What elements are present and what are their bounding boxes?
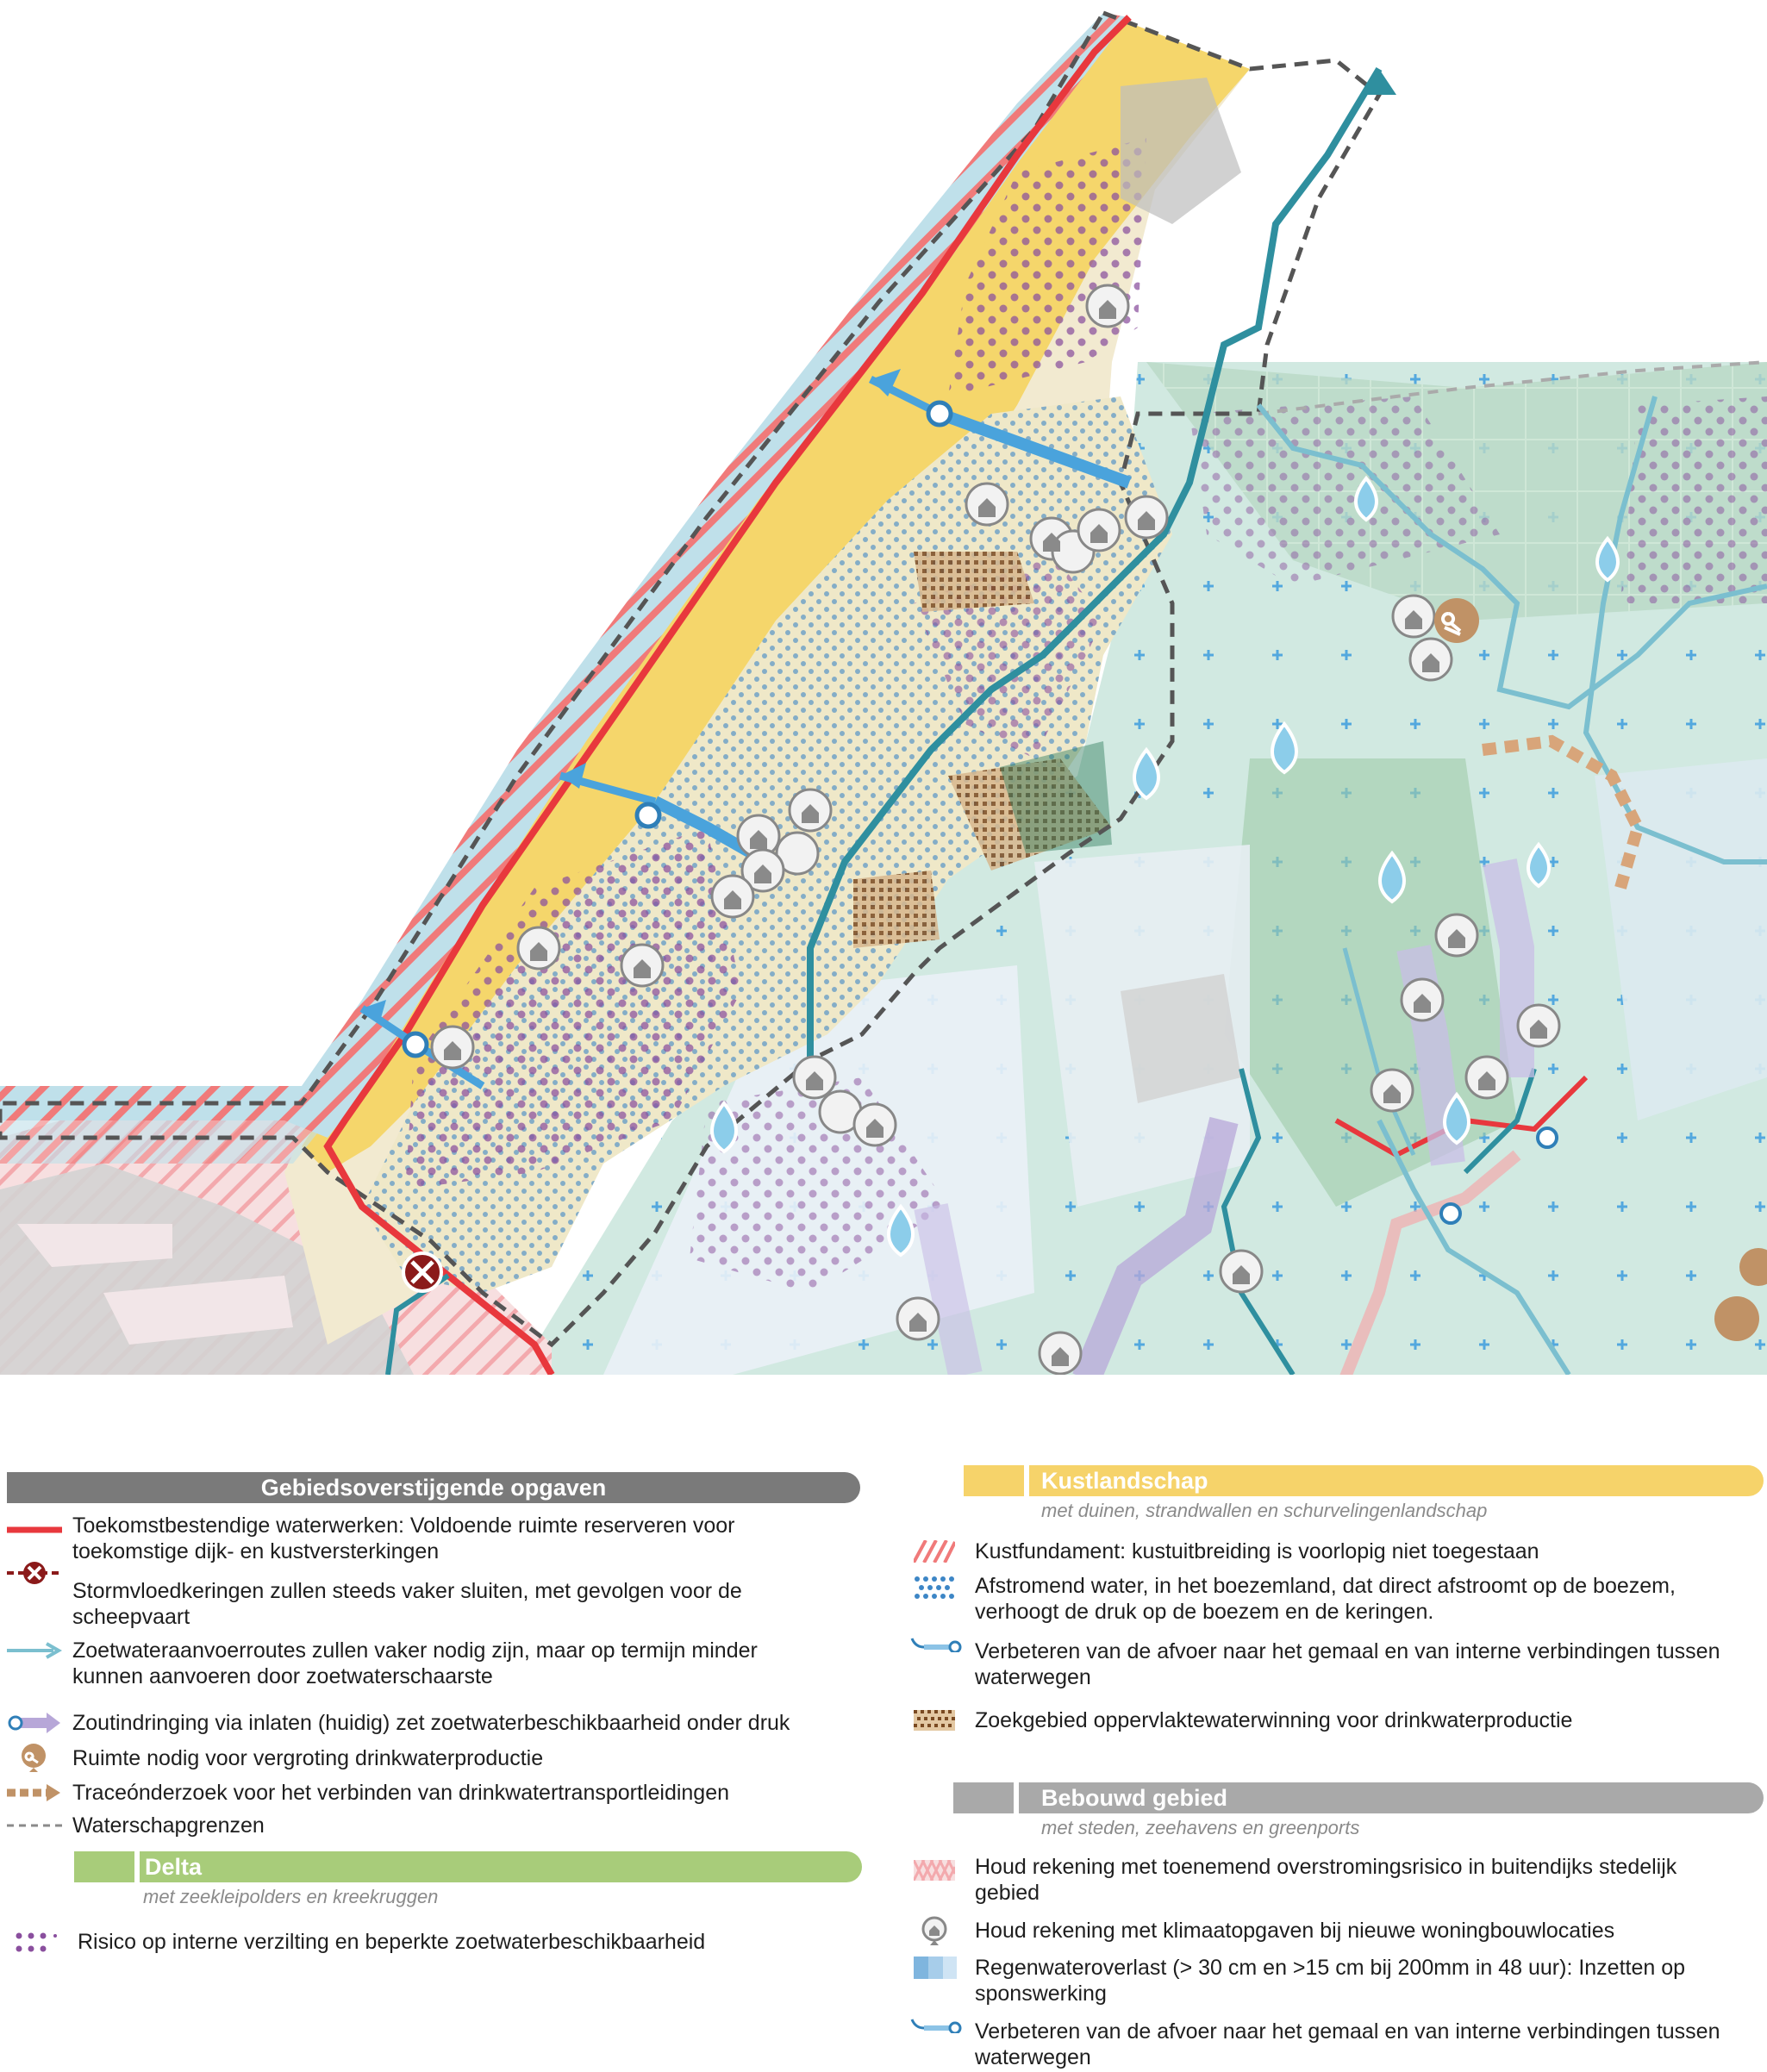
grey-dashed-line-icon: [7, 1821, 62, 1830]
blue-blocks-icon: [914, 1957, 957, 1979]
legend-item-surface-water-search: Zoekgebied oppervlaktewaterwinning voor drinkwaterproductie: [975, 1708, 1573, 1732]
red-line-icon: [7, 1521, 62, 1538]
legend-item-outer-dike-flood-risk: Houd rekening met toenemend overstromingsrisico in buitendijks stedelijk gebied: [975, 1855, 1677, 1905]
legend-item-climate-housing: Houd rekening met klimaatopgaven bij nieuwe woningbouwlocaties: [975, 1919, 1615, 1943]
legend-item-red-line: Toekomstbestendige waterwerken: Voldoende ruimte reserveren voor toekomstige dijk- en kustversterkingen: [72, 1513, 735, 1563]
section-title: Kustlandschap: [1041, 1468, 1208, 1494]
legend-section-delta: [74, 1851, 862, 1882]
blue-dots-icon: [914, 1576, 955, 1601]
legend-item-freshwater-routes: Zoetwateraanvoerroutes zullen vaker nodig zijn, maar op termijn minder kunnen aanvoeren door zoetwaterschaarste: [72, 1638, 758, 1688]
section-title: Delta: [145, 1854, 203, 1880]
purple-inlet-arrow-icon: [7, 1711, 62, 1735]
legend-item-improve-drainage: Verbeteren van de afvoer naar het gemaal en van interne verbindingen tussen waterwegen: [975, 1639, 1720, 1689]
legend-item-coast-foundation: Kustfundament: kustuitbreiding is voorlopig niet toegestaan: [975, 1539, 1539, 1563]
teal-arrow-icon: [7, 1641, 62, 1660]
legend-item-waterschap-borders: Waterschapgrenzen: [72, 1813, 265, 1838]
section-subtitle: met zeekleipolders en kreekruggen: [143, 1886, 439, 1907]
section-subtitle: met steden, zeehavens en greenports: [1041, 1817, 1360, 1838]
pump-line-icon: [908, 1633, 964, 1652]
pump-line-icon: [908, 2014, 964, 2033]
legend-item-internal-salinization: Risico op interne verzilting en beperkte zoetwaterbeschikbaarheid: [78, 1930, 706, 1954]
legend-item-drinkwater-space: Ruimte nodig voor vergroting drinkwaterproductie: [72, 1746, 544, 1770]
legend-item-trace-research: Traceónderzoek voor het verbinden van drinkwatertransportleidingen: [72, 1781, 730, 1805]
section-title: Bebouwd gebied: [1041, 1785, 1227, 1811]
pink-hatch-icon: [914, 1860, 955, 1881]
map-legend: [0, 1375, 1767, 2072]
storm-barrier-icon: [7, 1558, 62, 1588]
legend-item-storm-barrier: Stormvloedkeringen zullen steeds vaker sluiten, met gevolgen voor de scheepvaart: [72, 1579, 742, 1629]
legend-section-gebiedsoverstijgend: [7, 1472, 860, 1503]
brown-grid-icon: [914, 1710, 955, 1731]
legend-section-kustlandschap: [964, 1465, 1764, 1496]
red-hatch-icon: [914, 1540, 955, 1563]
purple-dots-icon: [16, 1932, 57, 1953]
legend-item-rainwater-nuisance: Regenwateroverlast (> 30 cm en >15 cm bij 200mm in 48 uur): Inzetten op sponswerking: [975, 1956, 1686, 2006]
worker-pin-icon: [19, 1743, 48, 1772]
brown-dashed-arrow-icon: [7, 1784, 62, 1801]
legend-item-runoff-water: Afstromend water, in het boezemland, dat direct afstroomt op de boezem, verhoogt de druk op de boezem en de keringen.: [975, 1574, 1676, 1624]
section-subtitle: met duinen, strandwallen en schurvelingenlandschap: [1041, 1500, 1488, 1521]
legend-section-bebouwd: [953, 1782, 1764, 1813]
legend-item-improve-drainage-urban: Verbeteren van de afvoer naar het gemaal en van interne verbindingen tussen waterwegen: [975, 2019, 1720, 2069]
house-pin-icon: [921, 1916, 948, 1947]
section-title: Gebiedsoverstijgende opgaven: [260, 1475, 607, 1501]
legend-item-salt-intrusion: Zoutindringing via inlaten (huidig) zet zoetwaterbeschikbaarheid onder druk: [72, 1711, 790, 1735]
